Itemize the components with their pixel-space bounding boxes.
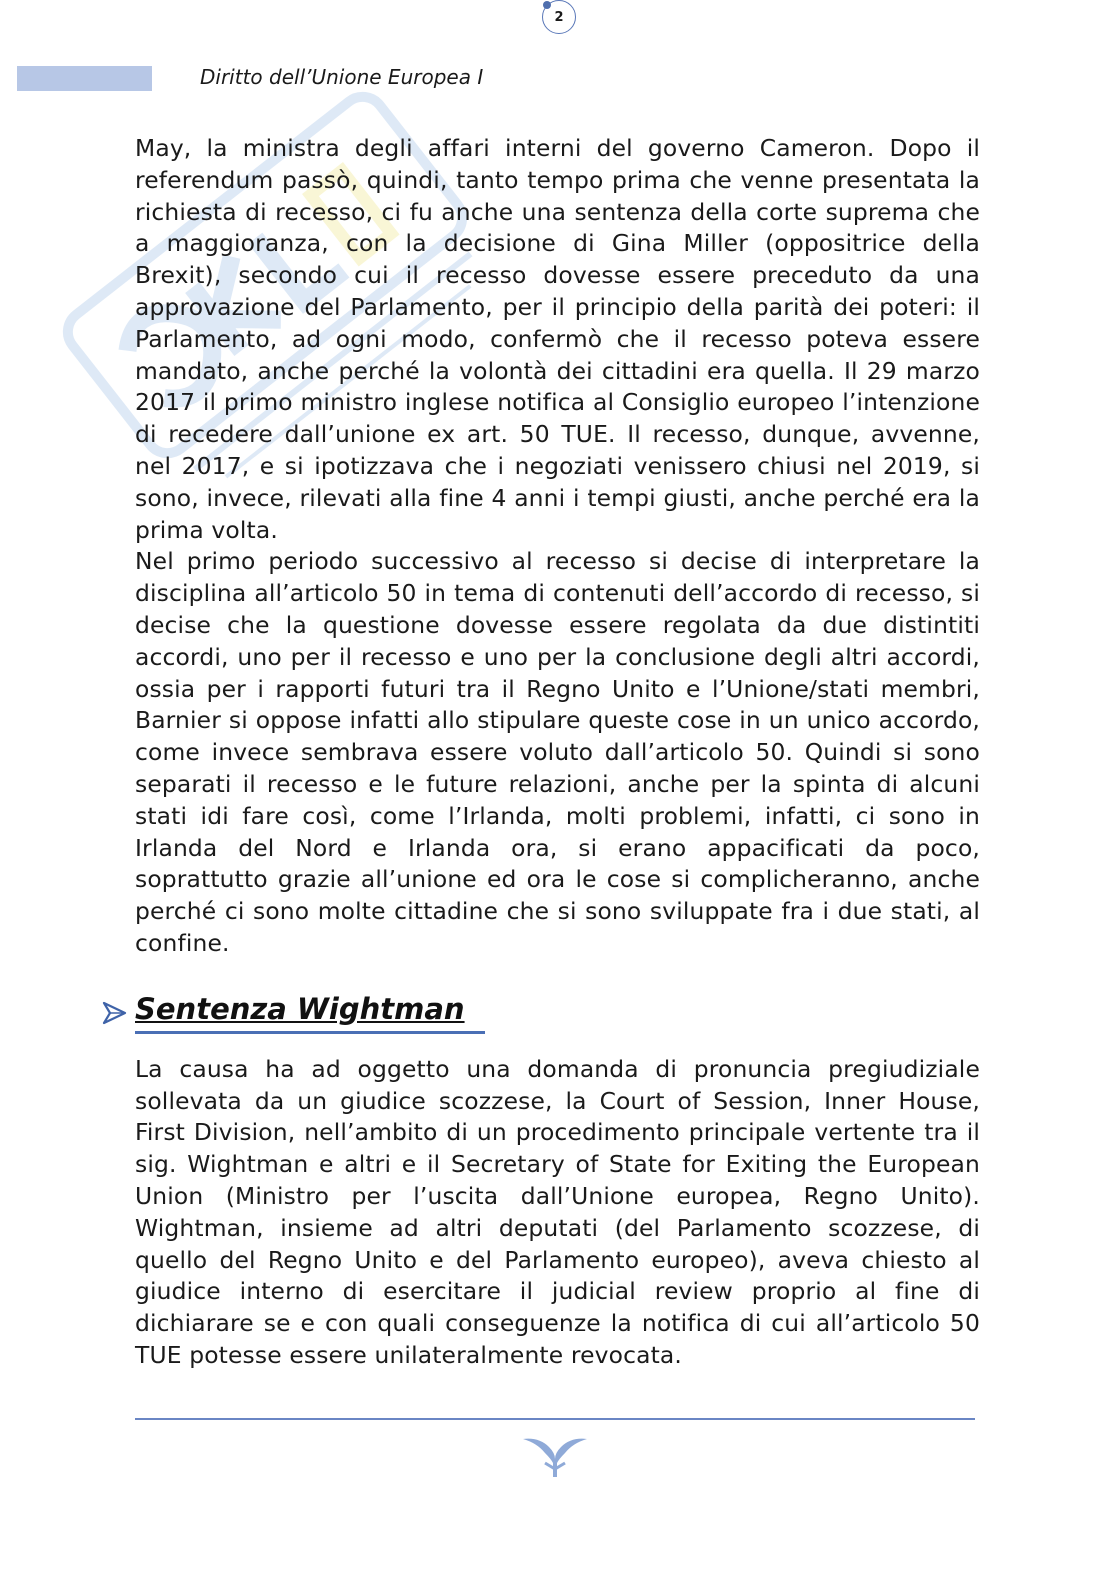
section-heading-row <box>135 988 980 1044</box>
arrow-bullet-icon <box>101 1000 127 1026</box>
header-accent-bar <box>17 66 152 91</box>
running-header-title: Diritto dell’Unione Europea I <box>200 65 484 89</box>
document-body <box>135 133 980 1372</box>
page-number-text: 2 <box>554 9 564 25</box>
bird-logo-icon <box>521 1433 589 1481</box>
section-heading: Sentenza Wightman <box>135 991 465 1026</box>
footer-rule <box>135 1418 975 1420</box>
paragraph-2: Nel primo periodo successivo al recesso si decise di interpretare la disciplina all’articolo 50 in tema di contenuti dell’accordo di recesso, si decise che la questione dovesse essere regolata da due distintiti accordi, uno per il recesso e uno per la conclusione degli altri accordi, ossia per i rapporti futuri tra il Regno Unito e l’Unione/stati membri, Barnier si oppose infatti allo stipulare queste cose in un unico accordo, come invece sembrava essere voluto dall’articolo 50. Quindi si sono separati il recesso e le future relazioni, anche per la spinta di alcuni stati idi fare così, come l’Irlanda, molti problemi, infatti, ci sono in Irlanda del Nord e Irlanda ora, si erano appacificati da poco, soprattutto grazie all’unione ed ora le cose si complicheranno, anche perché ci sono molte cittadine che si sono sviluppate fra i due stati, al confine. <box>135 547 980 957</box>
page-number-dot <box>543 1 551 9</box>
paragraph-3: La causa ha ad oggetto una domanda di pronuncia pregiudiziale sollevata da un giudice scozzese, la Court of Session, Inner House, First Division, nell’ambito di un procedimento principale vertente tra il sig. Wightman e altri e il Secretary of State for Exiting the European Union (Ministro per l’uscita dall’Unione europea, Regno Unito). Wightman, insieme ad altri deputati (del Parlamento scozzese, di quello del Regno Unito e del Parlamento europeo), aveva chiesto al giudice interno di esercitare il judicial review proprio al fine di dichiarare se e con quali conseguenze la notifica di cui all’articolo 50 TUE potesse essere unilateralmente revocata. <box>135 1054 980 1369</box>
paragraph-1: May, la ministra degli affari interni del governo Cameron. Dopo il referendum passò, quindi, tanto tempo prima che venne presentata la richiesta di recesso, ci fu anche una sentenza della corte suprema che a maggioranza, con la decisione di Gina Miller (oppositrice della Brexit), secondo cui il recesso dovesse essere preceduto da una approvazione del Parlamento, per il principio della parità dei poteri: il Parlamento, ad ogni modo, confermò che il recesso poteva essere mandato, anche perché la volontà dei cittadini era quella. Il 29 marzo 2017 il primo ministro inglese notifica al Consiglio europeo l’intenzione di recedere dall’unione ex art. 50 TUE. Il recesso, dunque, avvenne, nel 2017, e si ipotizzava che i negoziati venissero chiusi nel 2019, si sono, invece, rilevati alla fine 4 anni i tempi giusti, anche perché era la prima volta. <box>135 134 980 544</box>
section-heading-underline <box>135 1031 485 1034</box>
